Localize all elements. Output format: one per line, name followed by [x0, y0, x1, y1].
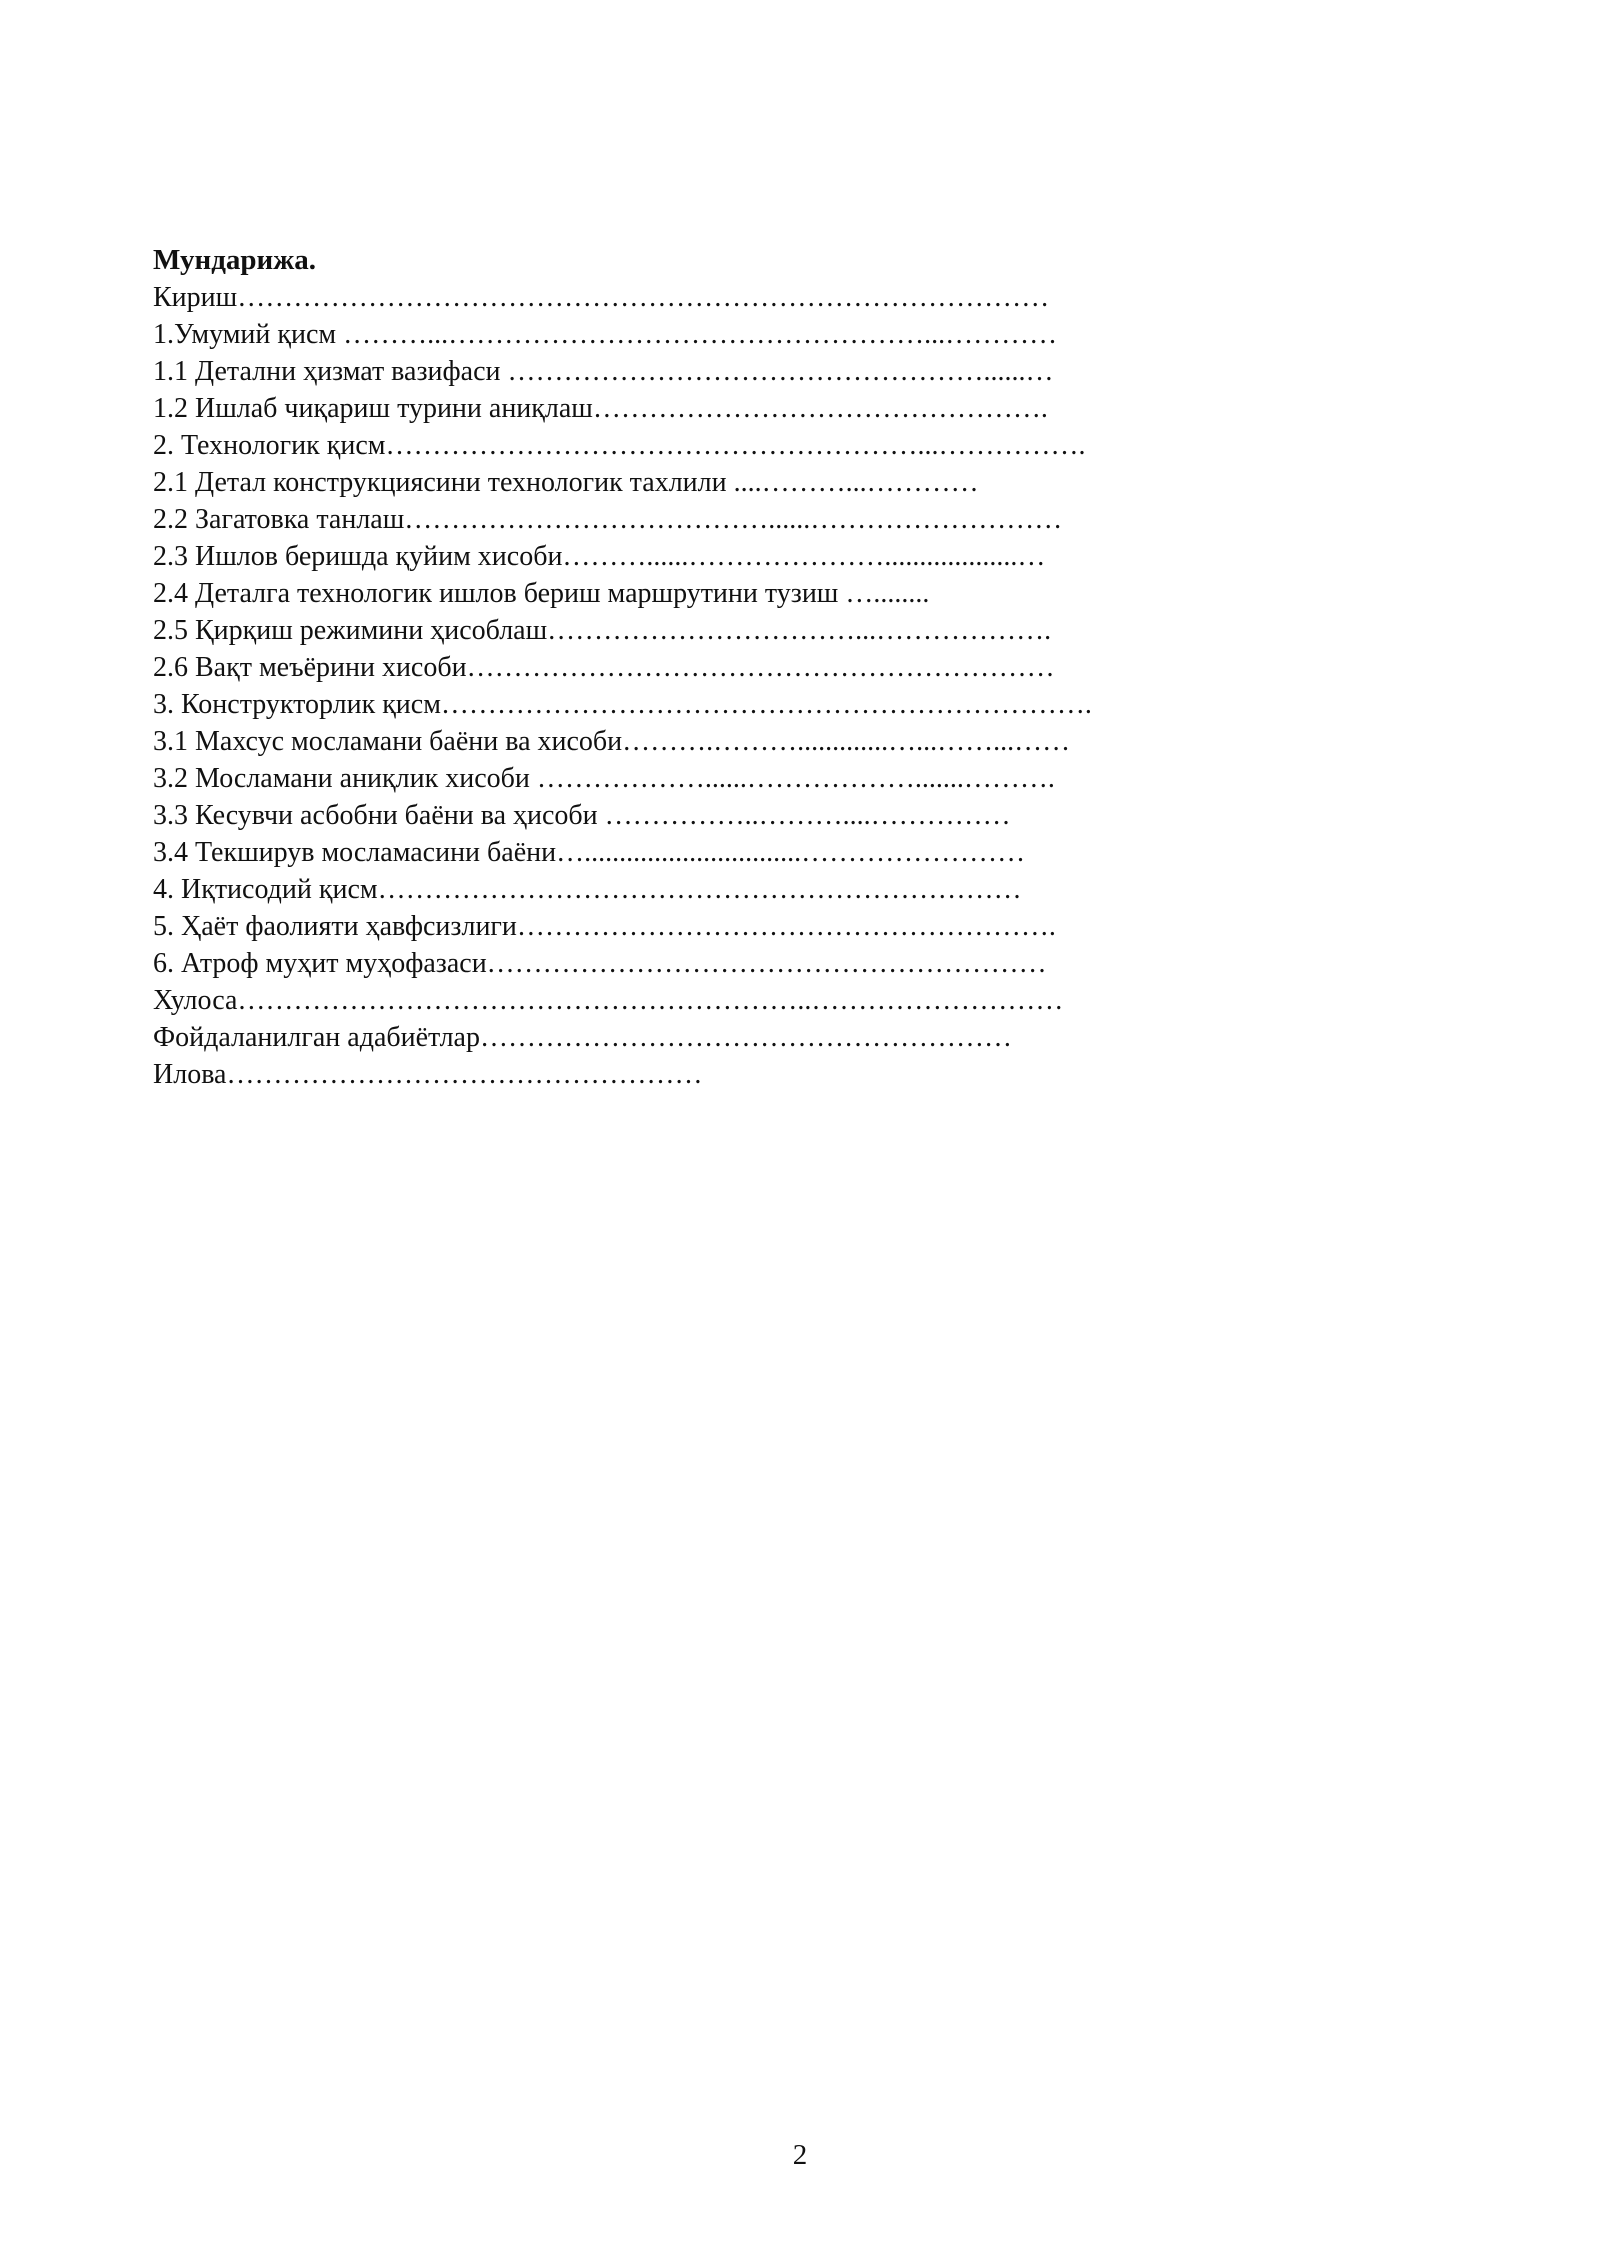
toc-list: [153, 279, 1273, 1093]
toc-entry: 3.4 Текширув мосламасини баёни…...............................……………………: [153, 837, 1026, 868]
toc-entry: 2.5 Қирқиш режимини ҳисоблаш……………………………...……………….: [153, 615, 1052, 646]
toc-entry: Илова……………………………………………: [153, 1059, 703, 1090]
toc-entry: 2.6 Вақт меъёрини хисоби………………………………………………………: [153, 652, 1055, 683]
toc-entry: 3. Конструкторлик қисм…………………………………………………………….: [153, 689, 1092, 720]
toc-entry: Фойдаланилган адабиётлар…………………………………………………: [153, 1022, 1012, 1053]
page-number: 2: [792, 2139, 808, 2171]
toc-entry: 1.2 Ишлаб чиқариш турини аниқлаш………………………………………….: [153, 393, 1048, 424]
toc-entry: 6. Атроф муҳит муҳофазаси……………………………………………………: [153, 948, 1047, 979]
toc-entry: 1.Умумий қисм ………...……………………………………………...…………: [153, 319, 1058, 350]
toc-entry: 2. Технологик қисм…………………………………………………...…………….: [153, 430, 1086, 461]
toc-entry: Кириш……………………………………………………………………………: [153, 282, 1050, 313]
table-of-contents: [153, 242, 1273, 1093]
toc-title: Мундарижа.: [153, 244, 316, 276]
toc-entry: 2.2 Загатовка танлаш…………………………………......………………………: [153, 504, 1063, 535]
toc-entry: 3.1 Махсус мосламани баёни ва хисоби……….……….............…...……...……: [153, 726, 1071, 757]
toc-entry: Хулоса……………………………………………………..………………………: [153, 985, 1064, 1016]
toc-entry: 1.1 Детални ҳизмат вазифаси ……………………………………………......…: [153, 356, 1054, 387]
toc-entry: 2.1 Детал конструкциясини технологик тахлили ....………...…………: [153, 467, 979, 498]
toc-entry: 2.4 Деталга технологик ишлов бериш маршрутини тузиш …........: [153, 578, 930, 609]
toc-entry: 4. Иқтисодий қисм……………………………………………………………: [153, 874, 1022, 905]
toc-entry: 3.2 Мосламани аниқлик хисоби ………………......……………….......……….: [153, 763, 1055, 794]
toc-entry: 5. Ҳаёт фаолияти ҳавфсизлиги………………………………………………….: [153, 911, 1056, 942]
toc-entry: 2.3 Ишлов беришда қуйим хисоби………......…………………...................…: [153, 541, 1046, 572]
toc-entry: 3.3 Кесувчи асбобни баёни ва ҳисоби ……………..………....……………: [153, 800, 1011, 831]
